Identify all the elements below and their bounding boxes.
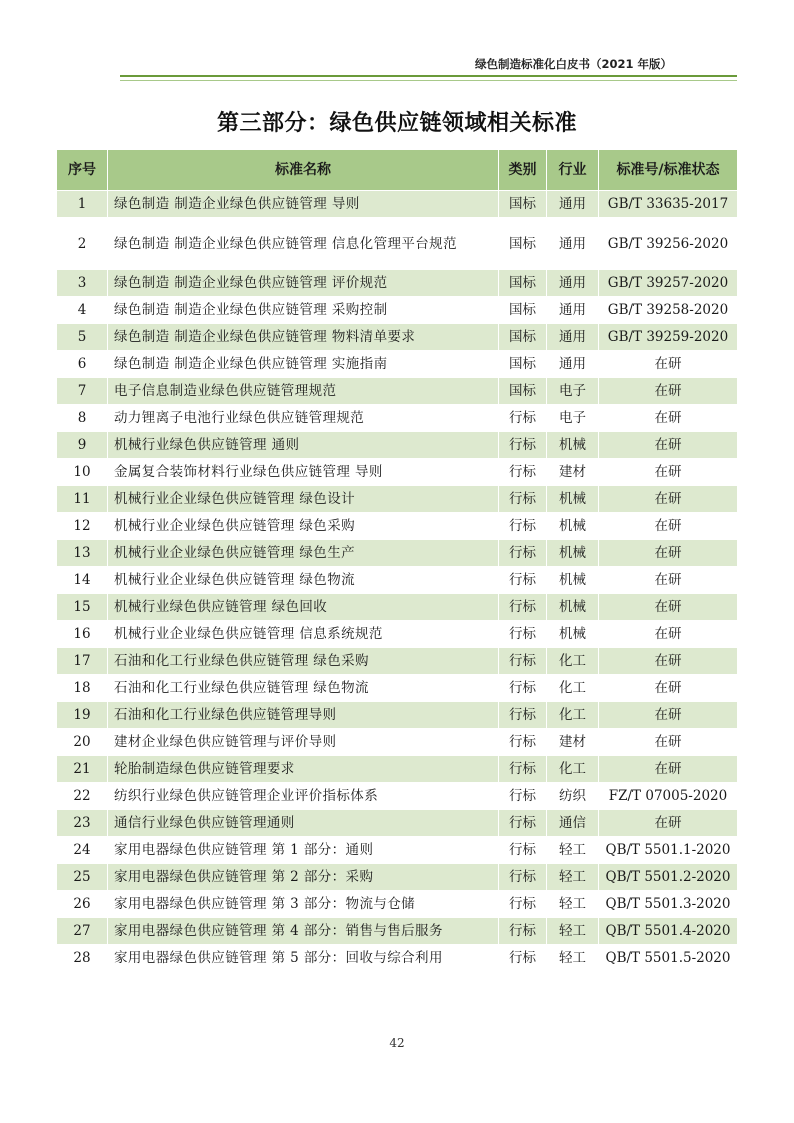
cell-category: 行标 xyxy=(499,648,547,675)
cell-name: 石油和化工行业绿色供应链管理导则 xyxy=(108,702,499,729)
cell-code: GB/T 39256-2020 xyxy=(599,218,738,270)
cell-number: 8 xyxy=(57,405,108,432)
table-row xyxy=(57,891,738,918)
cell-name: 石油和化工行业绿色供应链管理 绿色物流 xyxy=(108,675,499,702)
cell-name: 机械行业绿色供应链管理 绿色回收 xyxy=(108,594,499,621)
cell-industry: 通用 xyxy=(547,351,599,378)
table-row xyxy=(57,675,738,702)
cell-name: 家用电器绿色供应链管理 第 1 部分：通则 xyxy=(108,837,499,864)
cell-industry: 机械 xyxy=(547,432,599,459)
header-rule-thick xyxy=(120,75,737,77)
standards-table xyxy=(56,149,738,972)
cell-code: QB/T 5501.4-2020 xyxy=(599,918,738,945)
cell-number: 28 xyxy=(57,945,108,972)
cell-category: 国标 xyxy=(499,270,547,297)
table-row xyxy=(57,324,738,351)
cell-industry: 建材 xyxy=(547,729,599,756)
cell-category: 行标 xyxy=(499,810,547,837)
cell-name: 绿色制造 制造企业绿色供应链管理 导则 xyxy=(108,191,499,218)
table-row xyxy=(57,567,738,594)
column-header-industry: 行业 xyxy=(547,150,599,191)
cell-number: 22 xyxy=(57,783,108,810)
cell-number: 23 xyxy=(57,810,108,837)
cell-code: 在研 xyxy=(599,621,738,648)
cell-category: 国标 xyxy=(499,191,547,218)
cell-category: 国标 xyxy=(499,324,547,351)
cell-code: 在研 xyxy=(599,432,738,459)
cell-name: 家用电器绿色供应链管理 第 2 部分：采购 xyxy=(108,864,499,891)
table-row xyxy=(57,540,738,567)
cell-industry: 化工 xyxy=(547,702,599,729)
cell-number: 2 xyxy=(57,218,108,270)
table-row xyxy=(57,756,738,783)
cell-category: 行标 xyxy=(499,432,547,459)
cell-code: GB/T 39259-2020 xyxy=(599,324,738,351)
cell-industry: 轻工 xyxy=(547,945,599,972)
cell-name: 电子信息制造业绿色供应链管理规范 xyxy=(108,378,499,405)
cell-category: 行标 xyxy=(499,756,547,783)
cell-name: 家用电器绿色供应链管理 第 5 部分：回收与综合利用 xyxy=(108,945,499,972)
cell-category: 行标 xyxy=(499,837,547,864)
column-header-number: 序号 xyxy=(57,150,108,191)
table-row xyxy=(57,405,738,432)
cell-category: 行标 xyxy=(499,486,547,513)
running-header: 绿色制造标准化白皮书（2021 年版） xyxy=(474,57,672,71)
cell-industry: 通信 xyxy=(547,810,599,837)
cell-category: 行标 xyxy=(499,567,547,594)
cell-name: 机械行业绿色供应链管理 通则 xyxy=(108,432,499,459)
cell-name: 绿色制造 制造企业绿色供应链管理 采购控制 xyxy=(108,297,499,324)
cell-name: 机械行业企业绿色供应链管理 绿色设计 xyxy=(108,486,499,513)
cell-name: 家用电器绿色供应链管理 第 3 部分：物流与仓储 xyxy=(108,891,499,918)
cell-name: 动力锂离子电池行业绿色供应链管理规范 xyxy=(108,405,499,432)
table-row xyxy=(57,864,738,891)
cell-number: 12 xyxy=(57,513,108,540)
cell-number: 24 xyxy=(57,837,108,864)
cell-number: 10 xyxy=(57,459,108,486)
cell-category: 行标 xyxy=(499,405,547,432)
table-row xyxy=(57,621,738,648)
cell-code: 在研 xyxy=(599,513,738,540)
table-row xyxy=(57,945,738,972)
table-row xyxy=(57,594,738,621)
cell-code: 在研 xyxy=(599,567,738,594)
cell-code: QB/T 5501.2-2020 xyxy=(599,864,738,891)
cell-category: 行标 xyxy=(499,540,547,567)
cell-code: 在研 xyxy=(599,729,738,756)
table-row xyxy=(57,513,738,540)
cell-code: 在研 xyxy=(599,378,738,405)
cell-category: 行标 xyxy=(499,675,547,702)
table-row xyxy=(57,297,738,324)
table-row xyxy=(57,729,738,756)
cell-code: QB/T 5501.1-2020 xyxy=(599,837,738,864)
table-row xyxy=(57,837,738,864)
cell-category: 国标 xyxy=(499,218,547,270)
cell-industry: 电子 xyxy=(547,378,599,405)
cell-category: 国标 xyxy=(499,378,547,405)
cell-category: 行标 xyxy=(499,945,547,972)
cell-category: 行标 xyxy=(499,918,547,945)
cell-category: 行标 xyxy=(499,729,547,756)
cell-code: 在研 xyxy=(599,810,738,837)
cell-category: 行标 xyxy=(499,864,547,891)
cell-number: 17 xyxy=(57,648,108,675)
cell-number: 6 xyxy=(57,351,108,378)
table-header-row xyxy=(57,150,738,191)
cell-name: 机械行业企业绿色供应链管理 绿色采购 xyxy=(108,513,499,540)
cell-industry: 轻工 xyxy=(547,837,599,864)
cell-industry: 机械 xyxy=(547,540,599,567)
cell-name: 绿色制造 制造企业绿色供应链管理 评价规范 xyxy=(108,270,499,297)
table-row xyxy=(57,702,738,729)
table-row xyxy=(57,218,738,270)
table-row xyxy=(57,351,738,378)
cell-industry: 轻工 xyxy=(547,918,599,945)
cell-category: 行标 xyxy=(499,891,547,918)
table-row xyxy=(57,648,738,675)
cell-number: 14 xyxy=(57,567,108,594)
cell-industry: 通用 xyxy=(547,191,599,218)
table-row xyxy=(57,918,738,945)
cell-code: GB/T 39258-2020 xyxy=(599,297,738,324)
column-header-code: 标准号/标准状态 xyxy=(599,150,738,191)
table-row xyxy=(57,378,738,405)
cell-industry: 建材 xyxy=(547,459,599,486)
cell-number: 25 xyxy=(57,864,108,891)
cell-code: GB/T 39257-2020 xyxy=(599,270,738,297)
cell-code: 在研 xyxy=(599,459,738,486)
cell-code: QB/T 5501.5-2020 xyxy=(599,945,738,972)
column-header-name: 标准名称 xyxy=(108,150,499,191)
cell-number: 26 xyxy=(57,891,108,918)
section-title: 第三部分：绿色供应链领域相关标准 xyxy=(216,111,577,136)
cell-category: 行标 xyxy=(499,459,547,486)
cell-industry: 化工 xyxy=(547,648,599,675)
cell-name: 绿色制造 制造企业绿色供应链管理 物料清单要求 xyxy=(108,324,499,351)
cell-code: 在研 xyxy=(599,351,738,378)
cell-industry: 通用 xyxy=(547,270,599,297)
cell-category: 行标 xyxy=(499,783,547,810)
cell-name: 家用电器绿色供应链管理 第 4 部分：销售与售后服务 xyxy=(108,918,499,945)
cell-name: 金属复合装饰材料行业绿色供应链管理 导则 xyxy=(108,459,499,486)
cell-industry: 化工 xyxy=(547,756,599,783)
cell-number: 18 xyxy=(57,675,108,702)
cell-name: 绿色制造 制造企业绿色供应链管理 实施指南 xyxy=(108,351,499,378)
cell-code: GB/T 33635-2017 xyxy=(599,191,738,218)
cell-number: 4 xyxy=(57,297,108,324)
cell-name: 机械行业企业绿色供应链管理 绿色生产 xyxy=(108,540,499,567)
cell-code: FZ/T 07005-2020 xyxy=(599,783,738,810)
cell-industry: 机械 xyxy=(547,567,599,594)
cell-number: 3 xyxy=(57,270,108,297)
table-row xyxy=(57,191,738,218)
cell-number: 11 xyxy=(57,486,108,513)
cell-code: 在研 xyxy=(599,675,738,702)
cell-number: 15 xyxy=(57,594,108,621)
page-number: 42 xyxy=(389,1036,405,1050)
cell-code: 在研 xyxy=(599,486,738,513)
cell-name: 绿色制造 制造企业绿色供应链管理 信息化管理平台规范 xyxy=(108,218,499,270)
cell-number: 9 xyxy=(57,432,108,459)
cell-name: 通信行业绿色供应链管理通则 xyxy=(108,810,499,837)
cell-name: 轮胎制造绿色供应链管理要求 xyxy=(108,756,499,783)
cell-code: 在研 xyxy=(599,702,738,729)
cell-number: 5 xyxy=(57,324,108,351)
cell-number: 19 xyxy=(57,702,108,729)
table-body xyxy=(57,191,738,972)
cell-code: 在研 xyxy=(599,594,738,621)
table-row xyxy=(57,783,738,810)
cell-name: 机械行业企业绿色供应链管理 信息系统规范 xyxy=(108,621,499,648)
cell-industry: 电子 xyxy=(547,405,599,432)
cell-number: 16 xyxy=(57,621,108,648)
table-row xyxy=(57,432,738,459)
table-row xyxy=(57,810,738,837)
cell-number: 7 xyxy=(57,378,108,405)
cell-name: 石油和化工行业绿色供应链管理 绿色采购 xyxy=(108,648,499,675)
cell-industry: 通用 xyxy=(547,218,599,270)
cell-number: 20 xyxy=(57,729,108,756)
cell-code: QB/T 5501.3-2020 xyxy=(599,891,738,918)
table-row xyxy=(57,486,738,513)
cell-number: 1 xyxy=(57,191,108,218)
cell-name: 纺织行业绿色供应链管理企业评价指标体系 xyxy=(108,783,499,810)
cell-category: 行标 xyxy=(499,621,547,648)
cell-name: 建材企业绿色供应链管理与评价导则 xyxy=(108,729,499,756)
table-row xyxy=(57,459,738,486)
column-header-category: 类别 xyxy=(499,150,547,191)
cell-industry: 机械 xyxy=(547,486,599,513)
cell-number: 13 xyxy=(57,540,108,567)
cell-category: 行标 xyxy=(499,594,547,621)
cell-category: 行标 xyxy=(499,513,547,540)
cell-industry: 机械 xyxy=(547,513,599,540)
cell-industry: 化工 xyxy=(547,675,599,702)
header-rule-thin xyxy=(120,80,737,81)
cell-name: 机械行业企业绿色供应链管理 绿色物流 xyxy=(108,567,499,594)
cell-industry: 轻工 xyxy=(547,891,599,918)
cell-category: 国标 xyxy=(499,297,547,324)
cell-code: 在研 xyxy=(599,648,738,675)
cell-category: 国标 xyxy=(499,351,547,378)
cell-industry: 纺织 xyxy=(547,783,599,810)
cell-industry: 通用 xyxy=(547,324,599,351)
cell-category: 行标 xyxy=(499,702,547,729)
cell-code: 在研 xyxy=(599,405,738,432)
cell-code: 在研 xyxy=(599,756,738,783)
cell-number: 27 xyxy=(57,918,108,945)
table-row xyxy=(57,270,738,297)
cell-industry: 通用 xyxy=(547,297,599,324)
cell-number: 21 xyxy=(57,756,108,783)
cell-industry: 机械 xyxy=(547,621,599,648)
cell-industry: 轻工 xyxy=(547,864,599,891)
cell-code: 在研 xyxy=(599,540,738,567)
cell-industry: 机械 xyxy=(547,594,599,621)
